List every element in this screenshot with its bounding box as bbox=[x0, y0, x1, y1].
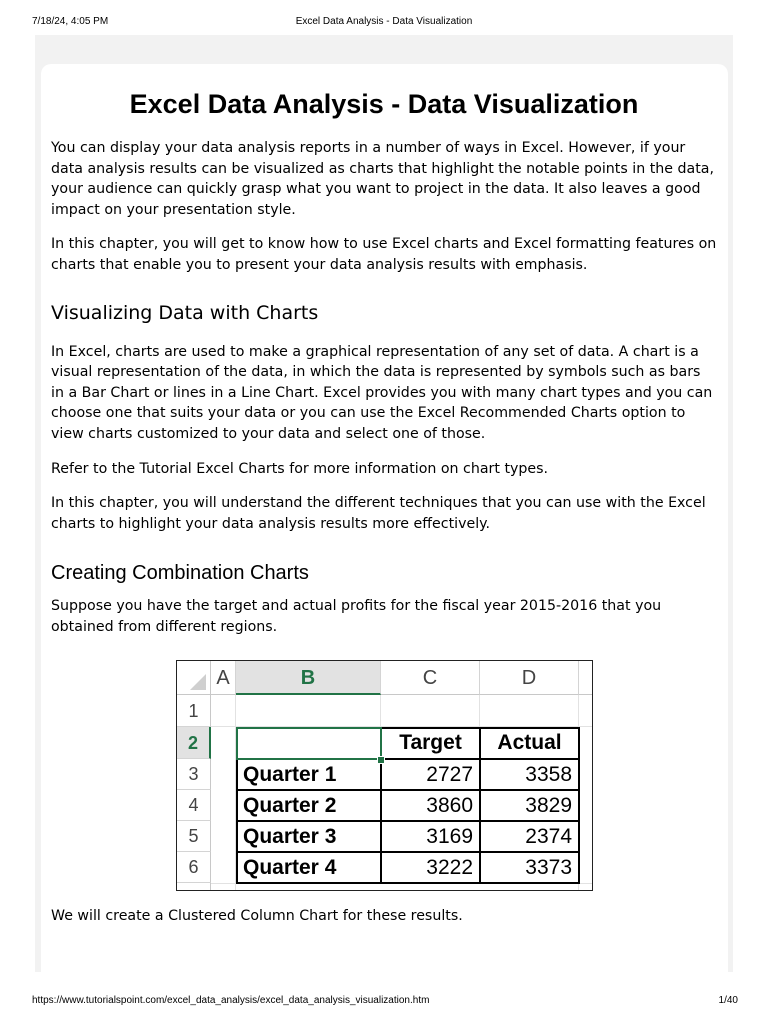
column-header-a: A bbox=[211, 661, 236, 695]
intro-paragraph-1: You can display your data analysis reports in a number of ways in Excel. However, if your data analysis results can be visualized as charts that highlight the notable points in the data, your audience can quickly grasp what you want to project in the data. It also leaves a good impact on your presentation style. bbox=[51, 140, 714, 218]
print-title: Excel Data Analysis - Data Visualization bbox=[295, 16, 473, 27]
header-target: Target bbox=[399, 731, 462, 754]
cell-actual-q3: 2374 bbox=[525, 825, 572, 848]
article-content bbox=[51, 86, 717, 638]
combination-paragraph-1: Suppose you have the target and actual profits for the fiscal year 2015-2016 that you obtained from different regions. bbox=[51, 598, 662, 635]
cell-label-q1: Quarter 1 bbox=[243, 763, 337, 786]
cell-actual-q2: 3829 bbox=[525, 794, 572, 817]
spreadsheet-screenshot bbox=[176, 660, 593, 891]
page-title: Excel Data Analysis - Data Visualization bbox=[129, 89, 639, 119]
column-header-d: D bbox=[480, 661, 579, 695]
row-header-2: 2 bbox=[177, 727, 211, 759]
cell-target-q1: 2727 bbox=[426, 763, 473, 786]
print-page-count: 1/40 bbox=[718, 995, 738, 1006]
cell-label-q2: Quarter 2 bbox=[243, 794, 337, 817]
cell-target-q4: 3222 bbox=[426, 856, 473, 879]
cell-target-q2: 3860 bbox=[426, 794, 473, 817]
column-header-overflow bbox=[579, 661, 593, 695]
active-cell-b2[interactable] bbox=[236, 727, 382, 760]
print-date: 7/18/24, 4:05 PM bbox=[32, 16, 109, 27]
row-header-3: 3 bbox=[177, 759, 211, 790]
print-header bbox=[0, 16, 768, 30]
combination-paragraph-2: We will create a Clustered Column Chart for these results. bbox=[51, 908, 463, 924]
intro-paragraph-2: In this chapter, you will get to know how to use Excel charts and Excel formatting features on charts that enable you to present your data analysis results with emphasis. bbox=[51, 236, 717, 273]
visualizing-paragraph-2: Refer to the Tutorial Excel Charts for more information on chart types. bbox=[51, 460, 549, 477]
row-header-5: 5 bbox=[177, 821, 211, 852]
section-heading-combination: Creating Combination Charts bbox=[51, 562, 309, 585]
cell-label-q4: Quarter 4 bbox=[243, 856, 337, 879]
section-heading-visualizing: Visualizing Data with Charts bbox=[51, 301, 319, 324]
visualizing-paragraph-1: In Excel, charts are used to make a graphical representation of any set of data. A chart is a visual representation of the data, in which the data is represented by symbols such as bars in a Bar Chart or lines in a Line Chart. Excel provides you with many chart types and you can choose one that suits your data or you can use the Excel Recommended Charts option to view charts customized to your data and select one of those. bbox=[51, 343, 713, 442]
cell-actual-q1: 3358 bbox=[525, 763, 572, 786]
row-header-overflow bbox=[177, 883, 211, 891]
column-header-b: B bbox=[236, 661, 381, 695]
row-header-6: 6 bbox=[177, 852, 211, 883]
print-footer bbox=[0, 995, 768, 1009]
row-header-1: 1 bbox=[177, 695, 211, 727]
header-actual: Actual bbox=[497, 731, 562, 754]
cell-actual-q4: 3373 bbox=[525, 856, 572, 879]
visualizing-paragraph-3: In this chapter, you will understand the different techniques that you can use with the Excel charts to highlight your data analysis results more effectively. bbox=[51, 495, 706, 532]
print-url: https://www.tutorialspoint.com/excel_data_analysis/excel_data_analysis_visualization.htm bbox=[32, 995, 430, 1006]
row-header-4: 4 bbox=[177, 790, 211, 821]
cell-label-q3: Quarter 3 bbox=[243, 825, 337, 848]
cell-target-q3: 3169 bbox=[426, 825, 473, 848]
column-header-c: C bbox=[381, 661, 480, 695]
select-all-corner bbox=[177, 661, 211, 695]
